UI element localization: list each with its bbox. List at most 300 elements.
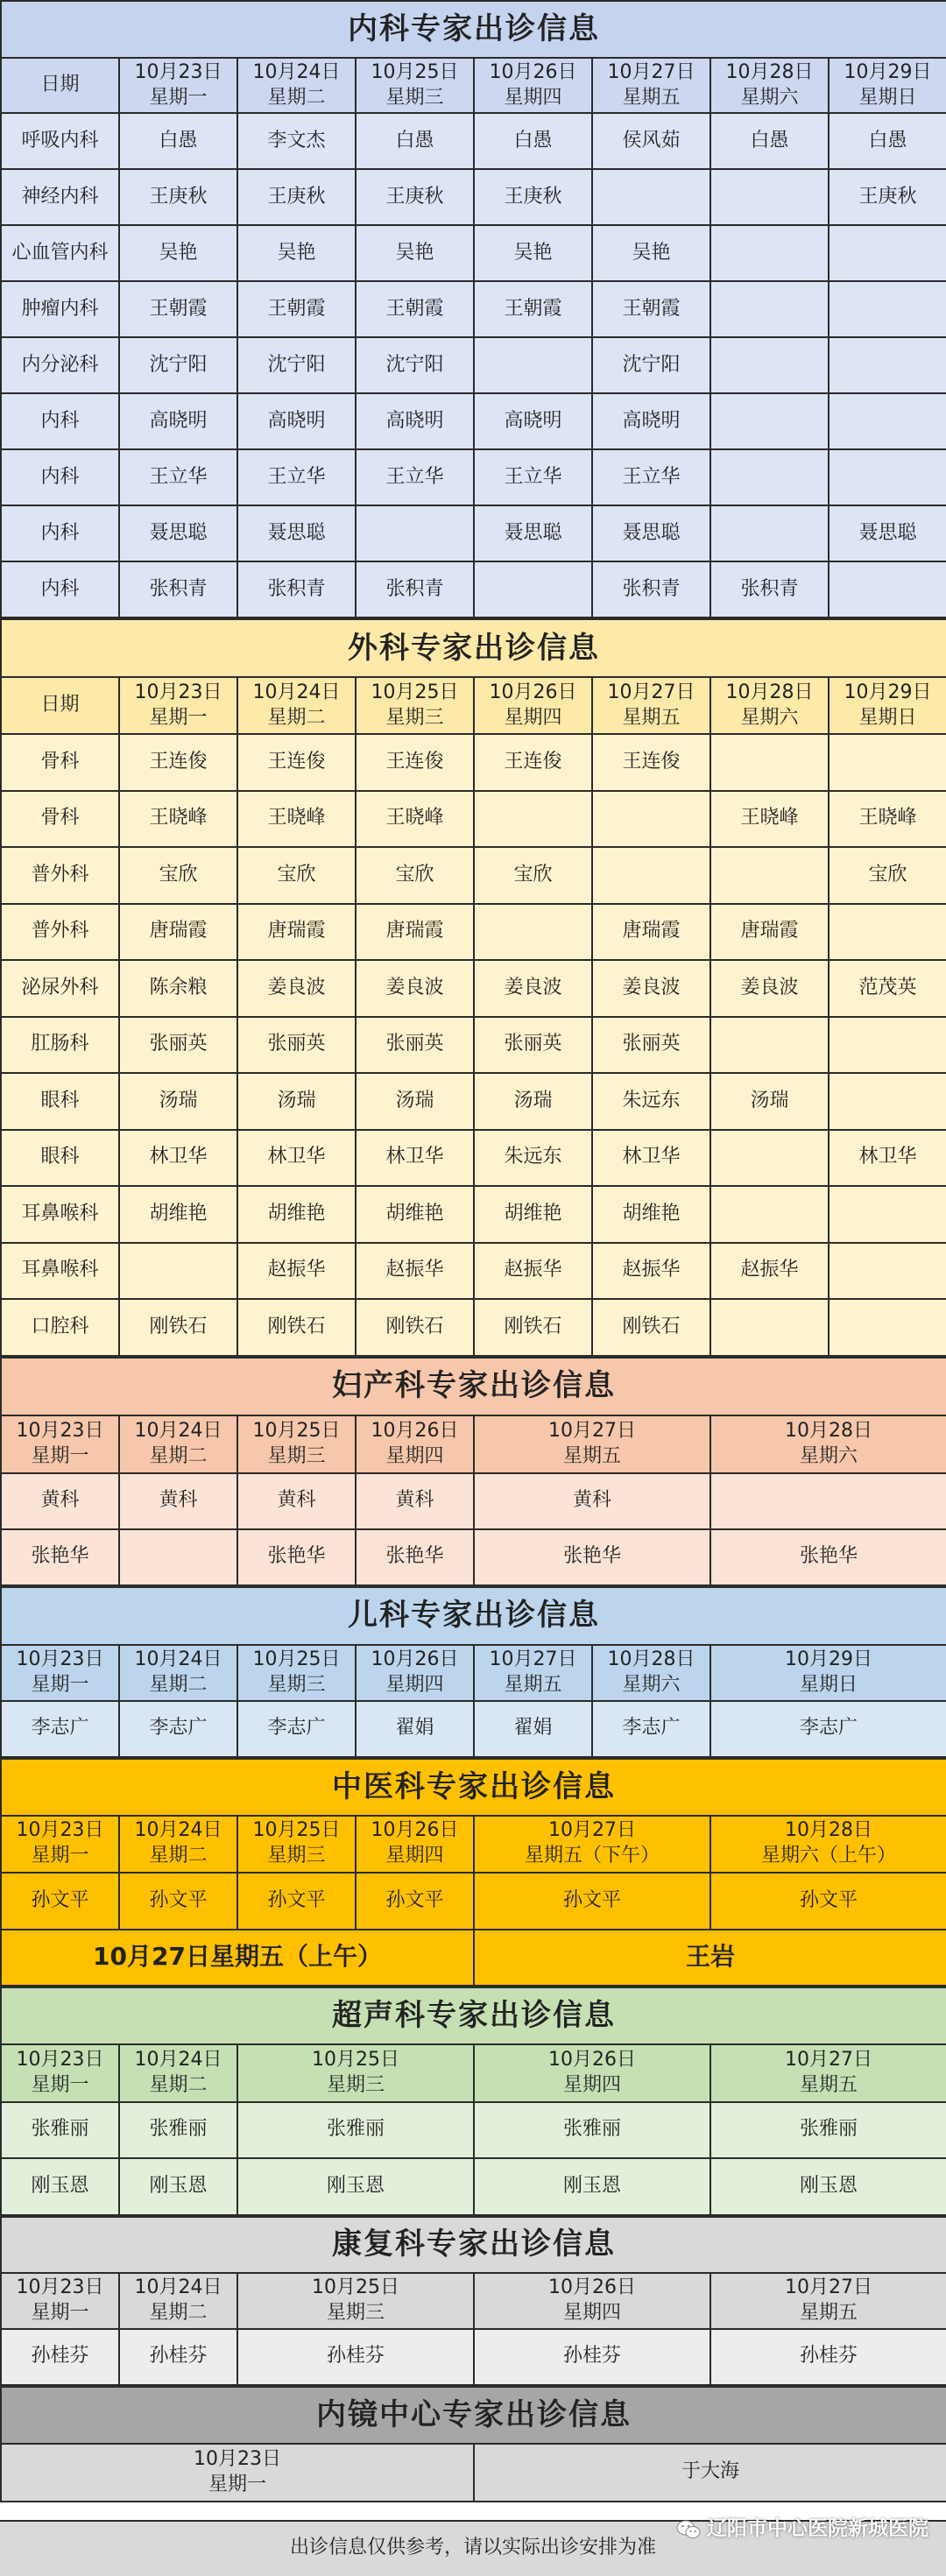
doctor-cell bbox=[592, 169, 710, 225]
watermark-text: 辽阳市中心医院新城医院 bbox=[707, 2517, 928, 2540]
doctor-cell: 张丽英 bbox=[474, 1017, 592, 1074]
doctor-cell: 张积青 bbox=[356, 561, 474, 618]
doctor-cell bbox=[474, 791, 592, 848]
ultrasound-table bbox=[0, 1987, 946, 2216]
doctor-cell: 林卫华 bbox=[119, 1130, 237, 1187]
schedule-row bbox=[1, 169, 946, 225]
schedule-row bbox=[1, 734, 946, 791]
doctor-cell: 孙桂芬 bbox=[237, 2329, 474, 2385]
doctor-cell: 孙桂芬 bbox=[474, 2329, 710, 2385]
doctor-cell: 翟娟 bbox=[356, 1701, 474, 1757]
doctor-cell: 李志广 bbox=[237, 1701, 356, 1757]
department-cell: 眼科 bbox=[1, 1073, 119, 1130]
obstetrics-rows bbox=[1, 1473, 946, 1585]
date-header: 10月25日 星期三 bbox=[237, 2044, 474, 2102]
doctor-cell: 赵振华 bbox=[710, 1243, 829, 1300]
doctor-cell: 翟娟 bbox=[474, 1701, 592, 1757]
doctor-cell: 孙桂芬 bbox=[119, 2329, 237, 2385]
doctor-cell: 张丽英 bbox=[356, 1017, 474, 1074]
doctor-cell: 唐瑞霞 bbox=[119, 904, 237, 961]
endoscopy-doctor: 于大海 bbox=[474, 2444, 946, 2502]
doctor-cell: 聂思聪 bbox=[829, 505, 946, 561]
date-header: 10月27日 星期五 bbox=[474, 1415, 710, 1473]
doctor-cell: 吴艳 bbox=[474, 225, 592, 281]
doctor-cell: 王连俊 bbox=[474, 734, 592, 791]
doctor-cell: 王朝霞 bbox=[356, 281, 474, 337]
doctor-cell: 张丽英 bbox=[237, 1017, 356, 1074]
date-header: 10月28日 星期六（上午） bbox=[710, 1816, 946, 1873]
doctor-cell: 孙桂芬 bbox=[710, 2329, 946, 2385]
doctor-cell: 姜良波 bbox=[237, 960, 356, 1017]
date-header: 10月26日 星期四 bbox=[474, 58, 592, 113]
doctor-cell bbox=[474, 904, 592, 961]
date-header: 10月27日 星期五 bbox=[592, 677, 710, 734]
schedule-row bbox=[1, 2329, 946, 2385]
schedule-row bbox=[1, 1073, 946, 1130]
doctor-cell bbox=[829, 1017, 946, 1074]
doctor-cell bbox=[710, 847, 829, 904]
doctor-cell: 汤瑞 bbox=[119, 1073, 237, 1130]
department-cell: 普外科 bbox=[1, 904, 119, 961]
doctor-cell: 姜良波 bbox=[474, 960, 592, 1017]
department-cell: 普外科 bbox=[1, 847, 119, 904]
doctor-cell: 赵振华 bbox=[356, 1243, 474, 1300]
pediatrics-table bbox=[0, 1586, 946, 1758]
doctor-cell: 李文杰 bbox=[237, 113, 356, 169]
date-header: 10月23日 星期一 bbox=[1, 1415, 119, 1473]
doctor-cell bbox=[592, 791, 710, 848]
doctor-cell: 唐瑞霞 bbox=[710, 904, 829, 961]
doctor-cell: 胡维艳 bbox=[592, 1186, 710, 1243]
date-header: 10月26日 星期四 bbox=[474, 677, 592, 734]
doctor-cell: 侯风茹 bbox=[592, 113, 710, 169]
doctor-cell: 唐瑞霞 bbox=[356, 904, 474, 961]
doctor-cell: 李志广 bbox=[119, 1701, 237, 1757]
schedule-row bbox=[1, 1873, 946, 1930]
date-header: 10月24日 星期二 bbox=[119, 1645, 237, 1701]
section-title: 内科专家出诊信息 bbox=[1, 1, 946, 58]
pediatrics-rows bbox=[1, 1701, 946, 1757]
doctor-cell: 聂思聪 bbox=[237, 505, 356, 561]
doctor-cell bbox=[710, 1017, 829, 1074]
doctor-cell bbox=[474, 337, 592, 393]
date-header: 10月28日 星期六 bbox=[710, 677, 829, 734]
department-cell: 耳鼻喉科 bbox=[1, 1186, 119, 1243]
schedule-row bbox=[1, 904, 946, 961]
schedule-row bbox=[1, 281, 946, 337]
rehab-rows bbox=[1, 2329, 946, 2385]
doctor-cell: 汤瑞 bbox=[237, 1073, 356, 1130]
doctor-cell bbox=[119, 1529, 237, 1585]
doctor-cell: 唐瑞霞 bbox=[237, 904, 356, 961]
date-header: 10月23日 星期一 bbox=[1, 2273, 119, 2329]
date-header: 10月27日 星期五 bbox=[710, 2273, 946, 2329]
doctor-cell: 吴艳 bbox=[592, 225, 710, 281]
date-header: 10月25日 星期三 bbox=[237, 1415, 356, 1473]
doctor-cell: 林卫华 bbox=[237, 1130, 356, 1187]
doctor-cell bbox=[710, 169, 829, 225]
date-header: 10月23日 星期一 bbox=[1, 2444, 474, 2502]
date-header: 10月23日 星期一 bbox=[1, 1816, 119, 1873]
doctor-cell: 张积青 bbox=[119, 561, 237, 618]
doctor-cell: 刚玉恩 bbox=[237, 2158, 474, 2215]
ultrasound-rows bbox=[1, 2102, 946, 2215]
tcm-table bbox=[0, 1758, 946, 1987]
doctor-cell bbox=[829, 904, 946, 961]
internal-medicine-rows bbox=[1, 113, 946, 618]
date-header: 10月25日 星期三 bbox=[237, 1816, 356, 1873]
date-header: 10月27日 星期五 bbox=[710, 2044, 946, 2102]
internal-medicine-table bbox=[0, 0, 946, 618]
doctor-cell: 黄科 bbox=[356, 1473, 474, 1529]
doctor-cell: 王连俊 bbox=[592, 734, 710, 791]
tcm-rows bbox=[1, 1873, 946, 1930]
date-header: 10月24日 星期二 bbox=[237, 677, 356, 734]
doctor-cell: 王庚秋 bbox=[829, 169, 946, 225]
schedule-row bbox=[1, 561, 946, 618]
doctor-cell bbox=[829, 1299, 946, 1356]
schedule-row bbox=[1, 337, 946, 393]
doctor-cell: 王庚秋 bbox=[356, 169, 474, 225]
date-header: 10月28日 星期六 bbox=[710, 1415, 946, 1473]
date-header: 10月24日 星期二 bbox=[119, 1415, 237, 1473]
doctor-cell: 张积青 bbox=[592, 561, 710, 618]
date-header: 10月25日 星期三 bbox=[356, 58, 474, 113]
obstetrics-table bbox=[0, 1357, 946, 1586]
doctor-cell: 黄科 bbox=[1, 1473, 119, 1529]
date-header: 10月23日 星期一 bbox=[1, 2044, 119, 2102]
doctor-cell: 王立华 bbox=[237, 449, 356, 505]
doctor-cell: 刚玉恩 bbox=[710, 2158, 946, 2215]
date-header: 10月26日 星期四 bbox=[356, 1816, 474, 1873]
schedule-row bbox=[1, 847, 946, 904]
doctor-cell: 张雅丽 bbox=[237, 2102, 474, 2159]
doctor-cell: 张艳华 bbox=[710, 1529, 946, 1585]
date-header: 10月27日 星期五 bbox=[474, 1645, 592, 1701]
doctor-cell bbox=[474, 561, 592, 618]
doctor-cell: 张艳华 bbox=[356, 1529, 474, 1585]
doctor-cell: 唐瑞霞 bbox=[592, 904, 710, 961]
date-label: 日期 bbox=[1, 58, 119, 113]
date-header: 10月23日 星期一 bbox=[119, 58, 237, 113]
watermark bbox=[675, 2512, 928, 2541]
doctor-cell: 宝欣 bbox=[829, 847, 946, 904]
department-cell: 骨科 bbox=[1, 734, 119, 791]
doctor-cell: 宝欣 bbox=[356, 847, 474, 904]
doctor-cell bbox=[829, 1073, 946, 1130]
doctor-cell: 沈宁阳 bbox=[592, 337, 710, 393]
department-cell: 内科 bbox=[1, 505, 119, 561]
doctor-cell: 高晓明 bbox=[356, 393, 474, 449]
doctor-cell: 张雅丽 bbox=[1, 2102, 119, 2159]
doctor-cell: 汤瑞 bbox=[474, 1073, 592, 1130]
date-header: 10月26日 星期四 bbox=[474, 2044, 710, 2102]
endoscopy-table bbox=[0, 2386, 946, 2502]
doctor-cell: 聂思聪 bbox=[592, 505, 710, 561]
doctor-cell: 孙文平 bbox=[710, 1873, 946, 1930]
section-title: 中医科专家出诊信息 bbox=[1, 1759, 946, 1816]
date-header: 10月28日 星期六 bbox=[710, 58, 829, 113]
doctor-cell: 林卫华 bbox=[592, 1130, 710, 1187]
doctor-cell: 孙文平 bbox=[237, 1873, 356, 1930]
doctor-cell: 王庚秋 bbox=[119, 169, 237, 225]
doctor-cell: 王庚秋 bbox=[474, 169, 592, 225]
doctor-cell: 张丽英 bbox=[592, 1017, 710, 1074]
doctor-cell: 王晓峰 bbox=[237, 791, 356, 848]
date-header: 10月23日 星期一 bbox=[119, 677, 237, 734]
date-header: 10月29日 星期日 bbox=[829, 58, 946, 113]
doctor-cell: 宝欣 bbox=[119, 847, 237, 904]
section-title: 外科专家出诊信息 bbox=[1, 619, 946, 677]
schedule-row bbox=[1, 1299, 946, 1356]
doctor-cell bbox=[829, 1243, 946, 1300]
doctor-cell: 吴艳 bbox=[237, 225, 356, 281]
doctor-cell: 聂思聪 bbox=[119, 505, 237, 561]
doctor-cell: 王庚秋 bbox=[237, 169, 356, 225]
department-cell: 骨科 bbox=[1, 791, 119, 848]
doctor-cell: 王晓峰 bbox=[710, 791, 829, 848]
doctor-cell: 姜良波 bbox=[710, 960, 829, 1017]
doctor-cell: 张艳华 bbox=[474, 1529, 710, 1585]
schedule-row bbox=[1, 1473, 946, 1529]
doctor-cell: 刚玉恩 bbox=[474, 2158, 710, 2215]
section-title: 内镜中心专家出诊信息 bbox=[1, 2387, 946, 2444]
doctor-cell: 汤瑞 bbox=[710, 1073, 829, 1130]
surgery-rows bbox=[1, 734, 946, 1356]
schedule-row bbox=[1, 791, 946, 848]
doctor-cell: 白愚 bbox=[710, 113, 829, 169]
doctor-cell bbox=[710, 393, 829, 449]
section-title: 儿科专家出诊信息 bbox=[1, 1587, 946, 1645]
doctor-cell: 黄科 bbox=[119, 1473, 237, 1529]
schedule-row bbox=[1, 1529, 946, 1585]
doctor-cell: 范茂英 bbox=[829, 960, 946, 1017]
schedule-row bbox=[1, 960, 946, 1017]
doctor-cell: 白愚 bbox=[474, 113, 592, 169]
doctor-cell bbox=[710, 1473, 946, 1529]
date-header: 10月24日 星期二 bbox=[237, 58, 356, 113]
department-cell: 神经内科 bbox=[1, 169, 119, 225]
doctor-cell: 白愚 bbox=[119, 113, 237, 169]
department-cell: 眼科 bbox=[1, 1130, 119, 1187]
date-header: 10月26日 星期四 bbox=[474, 2273, 710, 2329]
date-header: 10月27日 星期五（下午） bbox=[474, 1816, 710, 1873]
doctor-cell bbox=[592, 847, 710, 904]
doctor-cell: 聂思聪 bbox=[474, 505, 592, 561]
department-cell: 泌尿外科 bbox=[1, 960, 119, 1017]
doctor-cell: 胡维艳 bbox=[119, 1186, 237, 1243]
doctor-cell: 胡维艳 bbox=[356, 1186, 474, 1243]
doctor-cell bbox=[829, 1186, 946, 1243]
date-header: 10月29日 星期日 bbox=[710, 1645, 946, 1701]
doctor-cell: 陈余粮 bbox=[119, 960, 237, 1017]
doctor-cell: 朱远东 bbox=[474, 1130, 592, 1187]
doctor-cell: 孙文平 bbox=[356, 1873, 474, 1930]
date-header: 10月29日 星期日 bbox=[829, 677, 946, 734]
doctor-cell: 姜良波 bbox=[592, 960, 710, 1017]
doctor-cell: 林卫华 bbox=[829, 1130, 946, 1187]
doctor-cell: 高晓明 bbox=[237, 393, 356, 449]
doctor-cell: 张雅丽 bbox=[710, 2102, 946, 2159]
doctor-cell: 胡维艳 bbox=[237, 1186, 356, 1243]
doctor-cell: 沈宁阳 bbox=[356, 337, 474, 393]
doctor-cell: 张积青 bbox=[710, 561, 829, 618]
doctor-cell: 孙桂芬 bbox=[1, 2329, 119, 2385]
doctor-cell: 沈宁阳 bbox=[237, 337, 356, 393]
doctor-cell bbox=[829, 561, 946, 618]
schedule-row bbox=[1, 1186, 946, 1243]
section-title: 超声科专家出诊信息 bbox=[1, 1987, 946, 2044]
doctor-cell: 高晓明 bbox=[592, 393, 710, 449]
doctor-cell: 汤瑞 bbox=[356, 1073, 474, 1130]
doctor-cell: 王立华 bbox=[592, 449, 710, 505]
doctor-cell: 张艳华 bbox=[1, 1529, 119, 1585]
doctor-cell: 姜良波 bbox=[356, 960, 474, 1017]
doctor-cell: 王连俊 bbox=[119, 734, 237, 791]
doctor-cell: 吴艳 bbox=[119, 225, 237, 281]
rehab-table bbox=[0, 2216, 946, 2386]
schedule-row bbox=[1, 1701, 946, 1757]
section-title: 妇产科专家出诊信息 bbox=[1, 1358, 946, 1415]
doctor-cell: 王连俊 bbox=[356, 734, 474, 791]
schedule-row bbox=[1, 393, 946, 449]
surgery-table bbox=[0, 618, 946, 1357]
doctor-cell: 王朝霞 bbox=[237, 281, 356, 337]
footer-note-text: 出诊信息仅供参考，请以实际出诊安排为准 bbox=[289, 2537, 656, 2558]
doctor-cell: 张艳华 bbox=[237, 1529, 356, 1585]
date-label: 日期 bbox=[1, 677, 119, 734]
doctor-cell bbox=[710, 1299, 829, 1356]
doctor-cell: 高晓明 bbox=[119, 393, 237, 449]
doctor-cell bbox=[710, 1130, 829, 1187]
section-title: 康复科专家出诊信息 bbox=[1, 2217, 946, 2273]
schedule-row bbox=[1, 113, 946, 169]
doctor-cell: 王立华 bbox=[119, 449, 237, 505]
date-header: 10月26日 星期四 bbox=[356, 1645, 474, 1701]
date-header: 10月24日 星期二 bbox=[119, 2273, 237, 2329]
department-cell: 内分泌科 bbox=[1, 337, 119, 393]
doctor-cell: 朱远东 bbox=[592, 1073, 710, 1130]
schedule-row bbox=[1, 449, 946, 505]
doctor-cell: 胡维艳 bbox=[474, 1186, 592, 1243]
doctor-cell: 王朝霞 bbox=[474, 281, 592, 337]
doctor-cell: 刚铁石 bbox=[356, 1299, 474, 1356]
doctor-cell: 白愚 bbox=[356, 113, 474, 169]
doctor-cell: 刚铁石 bbox=[237, 1299, 356, 1356]
doctor-cell bbox=[710, 1186, 829, 1243]
doctor-cell bbox=[710, 225, 829, 281]
tcm-extra-doctor: 王岩 bbox=[474, 1930, 946, 1986]
doctor-cell: 王连俊 bbox=[237, 734, 356, 791]
date-header: 10月25日 星期三 bbox=[237, 1645, 356, 1701]
doctor-cell: 张丽英 bbox=[119, 1017, 237, 1074]
date-header: 10月24日 星期二 bbox=[119, 2044, 237, 2102]
doctor-cell bbox=[119, 1243, 237, 1300]
doctor-cell: 刚铁石 bbox=[474, 1299, 592, 1356]
doctor-cell bbox=[829, 393, 946, 449]
doctor-cell bbox=[710, 505, 829, 561]
doctor-cell: 王立华 bbox=[474, 449, 592, 505]
doctor-cell: 王立华 bbox=[356, 449, 474, 505]
doctor-cell bbox=[710, 449, 829, 505]
schedule-row bbox=[1, 1130, 946, 1187]
doctor-cell bbox=[356, 505, 474, 561]
department-cell: 心血管内科 bbox=[1, 225, 119, 281]
doctor-cell: 王朝霞 bbox=[592, 281, 710, 337]
department-cell: 肛肠科 bbox=[1, 1017, 119, 1074]
schedule-row bbox=[1, 2102, 946, 2159]
doctor-cell bbox=[829, 337, 946, 393]
doctor-cell: 李志广 bbox=[710, 1701, 946, 1757]
department-cell: 耳鼻喉科 bbox=[1, 1243, 119, 1300]
doctor-cell: 宝欣 bbox=[474, 847, 592, 904]
date-header: 10月23日 星期一 bbox=[1, 1645, 119, 1701]
doctor-cell: 刚铁石 bbox=[592, 1299, 710, 1356]
date-header: 10月24日 星期二 bbox=[119, 1816, 237, 1873]
date-header: 10月27日 星期五 bbox=[592, 58, 710, 113]
schedule-row bbox=[1, 1243, 946, 1300]
date-header: 10月26日 星期四 bbox=[356, 1415, 474, 1473]
department-cell: 口腔科 bbox=[1, 1299, 119, 1356]
doctor-cell: 刚玉恩 bbox=[1, 2158, 119, 2215]
doctor-cell bbox=[710, 281, 829, 337]
doctor-cell: 王晓峰 bbox=[119, 791, 237, 848]
doctor-cell: 李志广 bbox=[1, 1701, 119, 1757]
doctor-cell bbox=[829, 449, 946, 505]
date-header: 10月25日 星期三 bbox=[237, 2273, 474, 2329]
doctor-cell: 吴艳 bbox=[356, 225, 474, 281]
date-header: 10月28日 星期六 bbox=[592, 1645, 710, 1701]
doctor-cell: 黄科 bbox=[474, 1473, 710, 1529]
doctor-cell: 赵振华 bbox=[237, 1243, 356, 1300]
doctor-cell: 王晓峰 bbox=[829, 791, 946, 848]
department-cell: 呼吸内科 bbox=[1, 113, 119, 169]
doctor-cell: 张积青 bbox=[237, 561, 356, 618]
schedule-row bbox=[1, 225, 946, 281]
doctor-cell: 沈宁阳 bbox=[119, 337, 237, 393]
doctor-cell: 张雅丽 bbox=[474, 2102, 710, 2159]
doctor-cell: 林卫华 bbox=[356, 1130, 474, 1187]
doctor-cell: 张雅丽 bbox=[119, 2102, 237, 2159]
doctor-cell bbox=[710, 337, 829, 393]
date-header: 10月25日 星期三 bbox=[356, 677, 474, 734]
doctor-cell: 白愚 bbox=[829, 113, 946, 169]
doctor-cell: 黄科 bbox=[237, 1473, 356, 1529]
doctor-cell: 赵振华 bbox=[592, 1243, 710, 1300]
doctor-cell: 李志广 bbox=[592, 1701, 710, 1757]
tcm-extra-label: 10月27日星期五（上午） bbox=[1, 1930, 474, 1986]
doctor-cell: 赵振华 bbox=[474, 1243, 592, 1300]
doctor-cell bbox=[829, 225, 946, 281]
department-cell: 内科 bbox=[1, 449, 119, 505]
doctor-cell: 王晓峰 bbox=[356, 791, 474, 848]
doctor-cell: 刚铁石 bbox=[119, 1299, 237, 1356]
doctor-cell bbox=[829, 281, 946, 337]
doctor-cell bbox=[829, 734, 946, 791]
doctor-cell: 高晓明 bbox=[474, 393, 592, 449]
schedule-row bbox=[1, 1017, 946, 1074]
department-cell: 肿瘤内科 bbox=[1, 281, 119, 337]
doctor-cell: 孙文平 bbox=[1, 1873, 119, 1930]
doctor-cell bbox=[710, 734, 829, 791]
schedule-row bbox=[1, 505, 946, 561]
doctor-cell: 王朝霞 bbox=[119, 281, 237, 337]
doctor-cell: 孙文平 bbox=[474, 1873, 710, 1930]
department-cell: 内科 bbox=[1, 393, 119, 449]
doctor-cell: 宝欣 bbox=[237, 847, 356, 904]
department-cell: 内科 bbox=[1, 561, 119, 618]
doctor-cell: 刚玉恩 bbox=[119, 2158, 237, 2215]
